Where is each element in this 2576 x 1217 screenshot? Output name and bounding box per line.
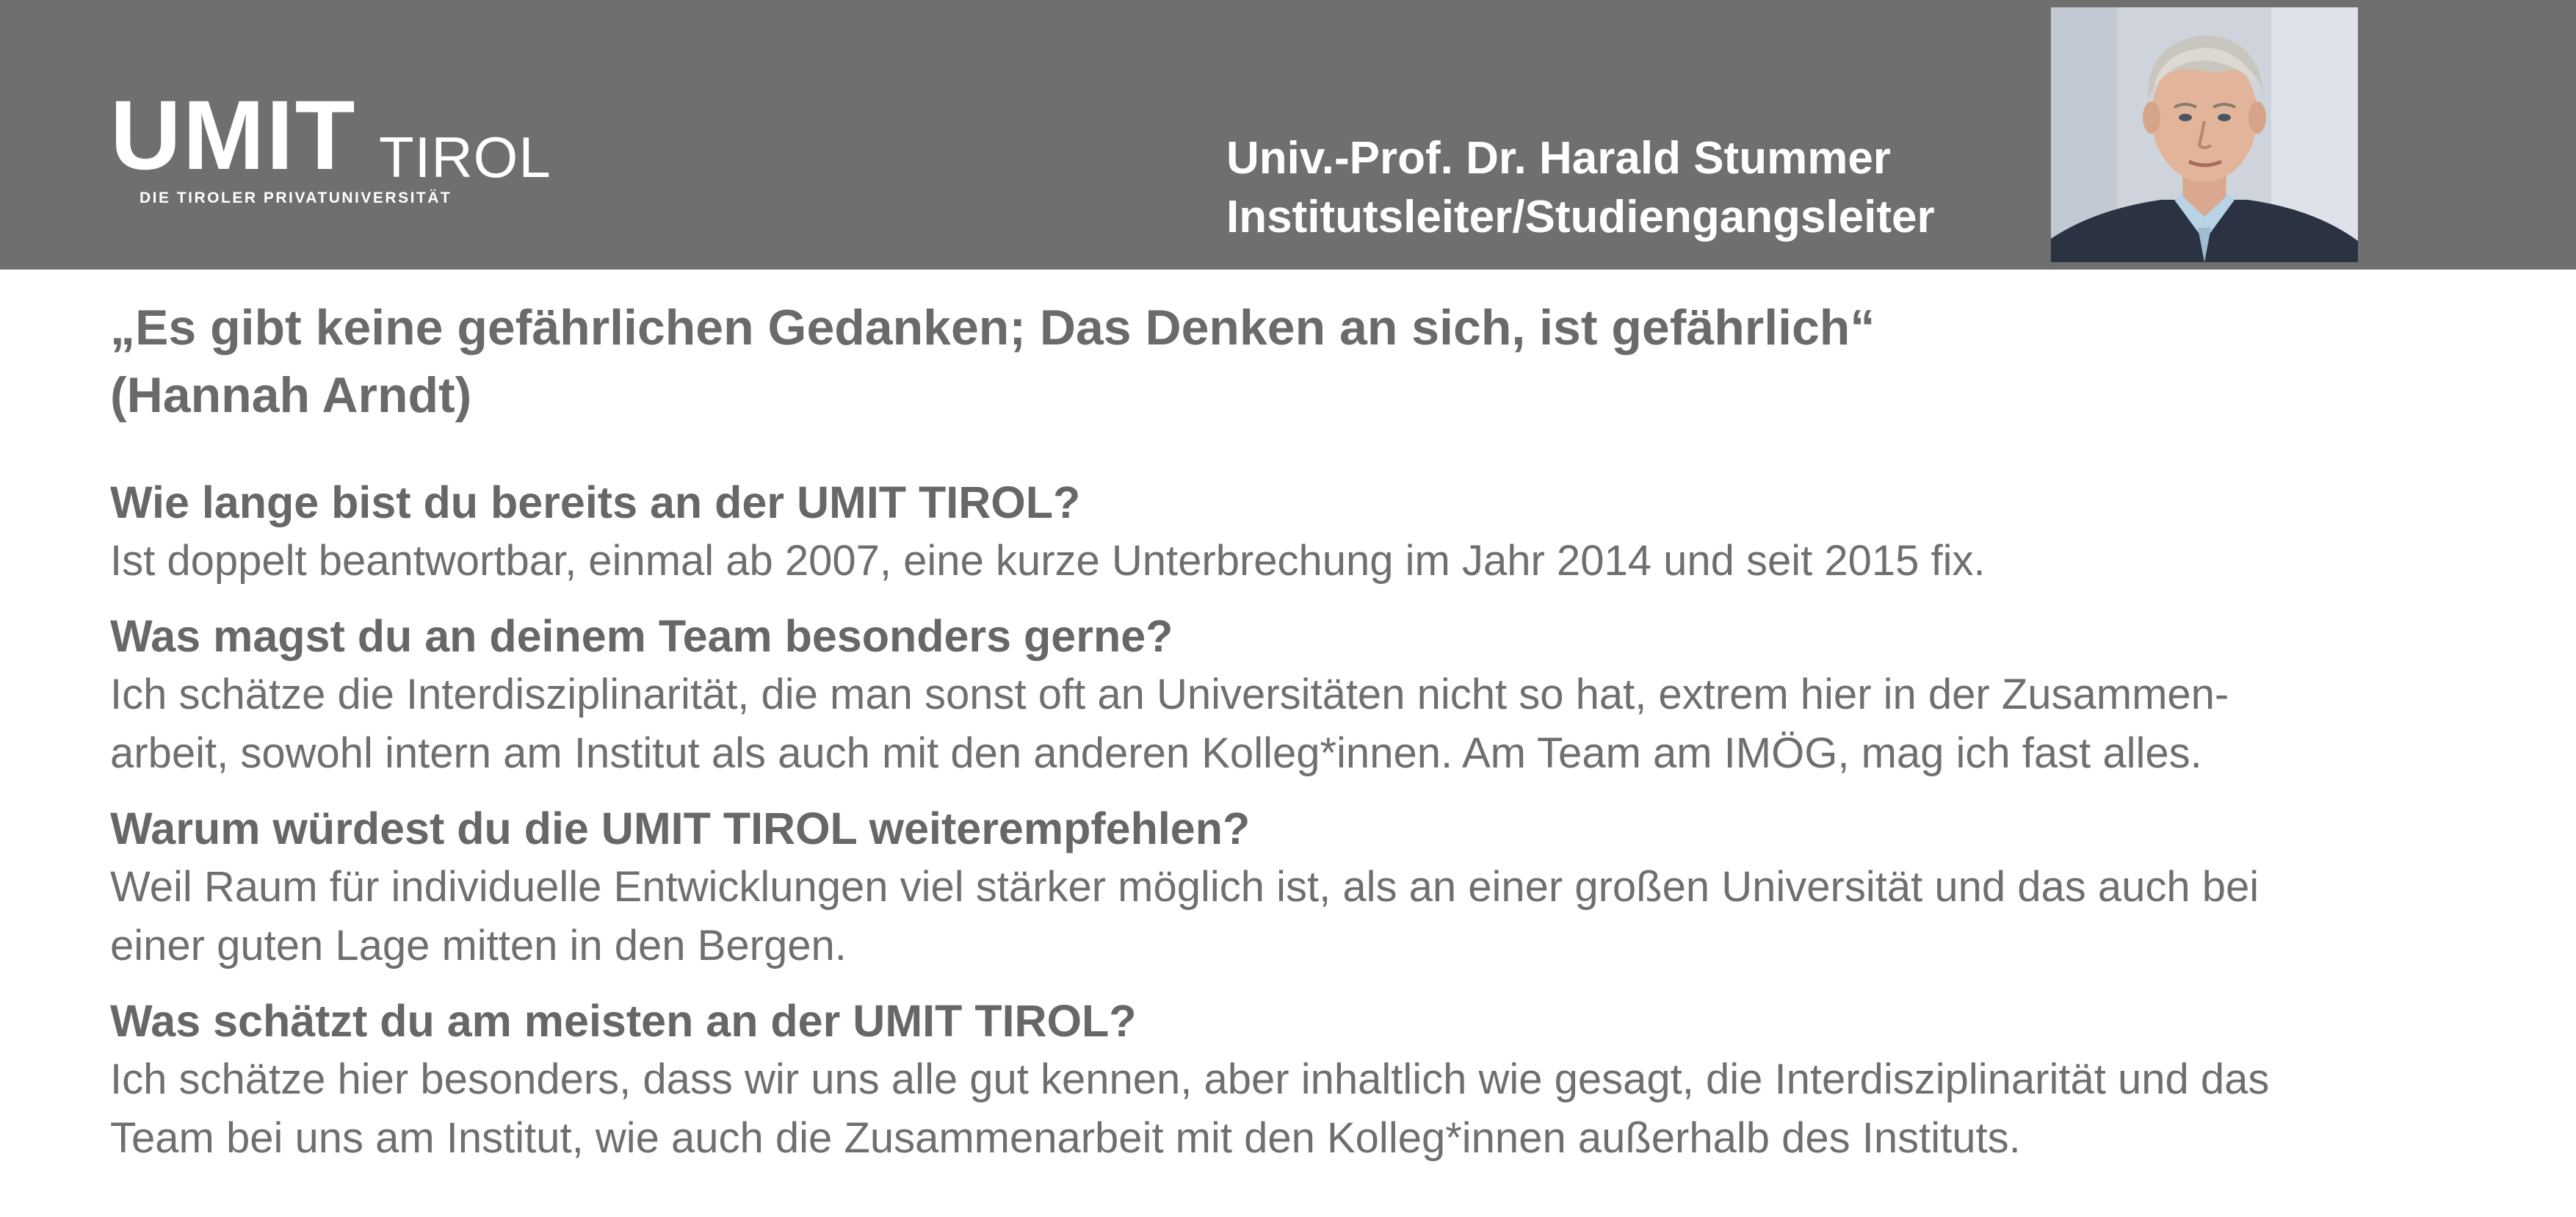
answer-4-line-2: Team bei uns am Institut, wie auch die Zusammenarbeit mit den Kolleg*innen außerhalb des Instituts. bbox=[110, 1114, 2021, 1162]
content-area bbox=[110, 294, 2445, 1184]
qa-item-1 bbox=[110, 473, 2445, 591]
logo-umit-text: UMIT bbox=[110, 81, 357, 190]
person-role: Institutsleiter/Studiengangsleiter bbox=[1226, 192, 1935, 242]
answer-4 bbox=[110, 1050, 2445, 1168]
quote-author: (Hannah Arndt) bbox=[110, 367, 472, 423]
logo-tirol-text: TIROL bbox=[379, 125, 551, 189]
answer-1-line-1: Ist doppelt beantwortbar, einmal ab 2007, eine kurze Unterbrechung im Jahr 2014 und seit 2015 fix. bbox=[110, 537, 1986, 585]
answer-2 bbox=[110, 665, 2445, 783]
answer-3-line-1: Weil Raum für individuelle Entwicklungen viel stärker möglich ist, als an einer großen Universität und das auch bei bbox=[110, 863, 2260, 911]
question-1: Wie lange bist du bereits an der UMIT TIROL? bbox=[110, 477, 1081, 527]
qa-item-4 bbox=[110, 992, 2445, 1168]
header-bar bbox=[0, 0, 2576, 270]
answer-4-line-1: Ich schätze hier besonders, dass wir uns alle gut kennen, aber inhaltlich wie gesagt, die Interdisziplinarität und das bbox=[110, 1055, 2270, 1103]
answer-3-line-2: einer guten Lage mitten in den Bergen. bbox=[110, 922, 847, 969]
answer-1 bbox=[110, 532, 2445, 591]
quote-block bbox=[110, 294, 2445, 429]
answer-3 bbox=[110, 858, 2445, 975]
question-4: Was schätzt du am meisten an der UMIT TIROL? bbox=[110, 996, 1137, 1046]
umit-tirol-logo bbox=[110, 81, 551, 219]
question-3: Warum würdest du die UMIT TIROL weiterempfehlen? bbox=[110, 803, 1251, 853]
qa-item-2 bbox=[110, 607, 2445, 783]
question-2: Was magst du an deinem Team besonders gerne? bbox=[110, 611, 1173, 661]
quote-text: „Es gibt keine gefährlichen Gedanken; Das Denken an sich, ist gefährlich“ bbox=[110, 300, 1875, 355]
person-name: Univ.-Prof. Dr. Harald Stummer bbox=[1226, 133, 1891, 184]
logo-subtitle: DIE TIROLER PRIVATUNIVERSITÄT bbox=[140, 189, 452, 206]
qa-item-3 bbox=[110, 799, 2445, 975]
portrait-photo bbox=[2051, 7, 2358, 262]
portrait-illustration bbox=[2051, 7, 2358, 262]
answer-2-line-2: arbeit, sowohl intern am Institut als auch mit den anderen Kolleg*innen. Am Team am IMÖG, mag ich fast alles. bbox=[110, 729, 2202, 777]
answer-2-line-1: Ich schätze die Interdisziplinarität, die man sonst oft an Universitäten nicht so hat, extrem hier in der Zusammen- bbox=[110, 671, 2229, 718]
